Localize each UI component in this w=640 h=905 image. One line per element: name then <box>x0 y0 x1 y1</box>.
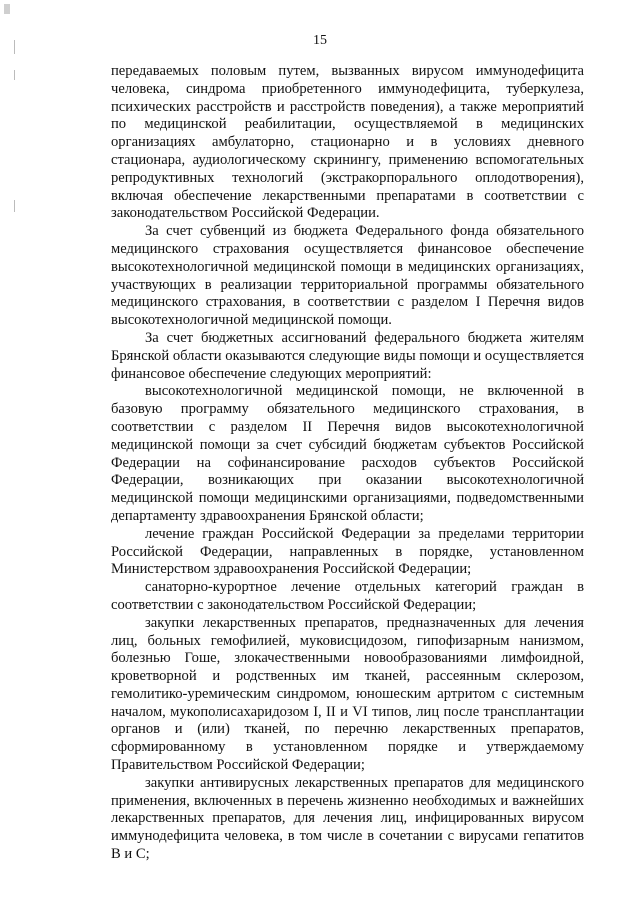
paragraph: лечение граждан Российской Федерации за пределами территории Российской Федерации, направленных в порядке, установленном Министерством здравоохранения Российской Федерации; <box>111 525 584 578</box>
paragraph: За счет субвенций из бюджета Федерального фонда обязательного медицинского страхования осуществляется финансовое обеспечение высокотехнологичной медицинской помощи в медицинских организациях, участвующих в реализации территориальной программы обязательного медицинского страхования, в соответствии с разделом I Перечня видов высокотехнологичной медицинской помощи. <box>111 223 584 329</box>
paragraph: передаваемых половым путем, вызванных вирусом иммунодефицита человека, синдрома приобретенного иммунодефицита, туберкулеза, психических расстройств и расстройств поведения), а также мероприятий по медицинской реабилитации, осуществляемой в медицинских организациях амбулаторно, стационарно и в условиях дневного стационара, аудиологическому скринингу, применению вспомогательных репродуктивных технологий (экстракорпорального оплодотворения), включая обеспечение лекарственными препаратами в соответствии с законодательством Российской Федерации. <box>111 63 584 222</box>
paragraph: закупки лекарственных препаратов, предназначенных для лечения лиц, больных гемофилией, муковисцидозом, гипофизарным нанизмом, болезнью Гоше, злокачественными новообразованиями лимфоидной, кроветворной и родственных им тканей, рассеянным склерозом, гемолитико-уремическим синдромом, юношеским артритом с системным началом, мукополисахаридозом I, II и VI типов, лиц после трансплантации органов и (или) тканей, по перечню лекарственных препаратов, сформированному в установленном порядке и утверждаемому Правительством Российской Федерации; <box>111 614 584 774</box>
scan-margin-mark <box>14 200 15 212</box>
scan-artifact <box>4 4 10 14</box>
scan-margin-mark <box>14 70 15 80</box>
page-number: 15 <box>313 33 327 48</box>
document-body <box>111 63 584 864</box>
paragraph: закупки антивирусных лекарственных препаратов для медицинского применения, включенных в перечень жизненно необходимых и важнейших лекарственных препаратов, для лечения лиц, инфицированных вирусом иммунодефицита человека, в том числе в сочетании с вирусами гепатитов В и С; <box>111 774 584 863</box>
paragraph: За счет бюджетных ассигнований федерального бюджета жителям Брянской области оказываются следующие виды помощи и осуществляется финансовое обеспечение следующих мероприятий: <box>111 329 584 382</box>
paragraph: санаторно-курортное лечение отдельных категорий граждан в соответствии с законодательством Российской Федерации; <box>111 579 584 613</box>
paragraph: высокотехнологичной медицинской помощи, не включенной в базовую программу обязательного медицинского страхования, в соответствии с разделом II Перечня видов высокотехнологичной медицинской помощи за счет субсидий бюджетам субъектов Российской Федерации на софинансирование расходов субъектов Российской Федерации, возникающих при оказании высокотехнологичной медицинской помощи медицинскими организациями, подведомственными департаменту здравоохранения Брянской области; <box>111 383 584 524</box>
